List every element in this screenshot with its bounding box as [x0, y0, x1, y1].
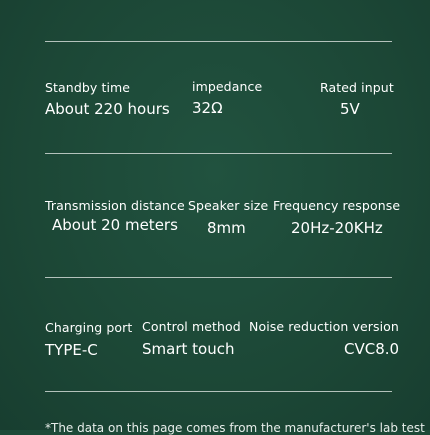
- divider-top: [45, 41, 392, 42]
- spec-value-standby-time: About 220 hours: [45, 100, 170, 118]
- divider-1: [45, 153, 392, 154]
- spec-label-speaker-size: Speaker size: [188, 198, 269, 213]
- spec-value-speaker-size: 8mm: [207, 219, 246, 237]
- spec-label-charging-port: Charging port: [45, 320, 133, 335]
- spec-value-charging-port: TYPE-C: [45, 341, 98, 359]
- spec-label-standby-time: Standby time: [45, 80, 131, 95]
- spec-value-noise-reduction: CVC8.0: [344, 340, 400, 358]
- spec-value-transmission-distance: About 20 meters: [52, 216, 178, 234]
- spec-value-rated-input: 5V: [340, 100, 360, 118]
- spec-label-frequency-response: Frequency response: [273, 198, 401, 213]
- spec-label-transmission-distance: Transmission distance: [45, 198, 185, 213]
- divider-2: [45, 277, 392, 278]
- spec-value-impedance: 32Ω: [192, 99, 223, 117]
- spec-label-noise-reduction: Noise reduction version: [249, 319, 399, 334]
- spec-value-control-method: Smart touch: [142, 340, 235, 358]
- footnote-text: *The data on this page comes from the manufacturer's lab test: [45, 421, 425, 435]
- spec-label-control-method: Control method: [142, 319, 241, 334]
- spec-label-rated-input: Rated input: [320, 80, 394, 95]
- spec-label-impedance: impedance: [192, 79, 263, 94]
- divider-3: [45, 391, 392, 392]
- spec-value-frequency-response: 20Hz-20KHz: [291, 219, 383, 237]
